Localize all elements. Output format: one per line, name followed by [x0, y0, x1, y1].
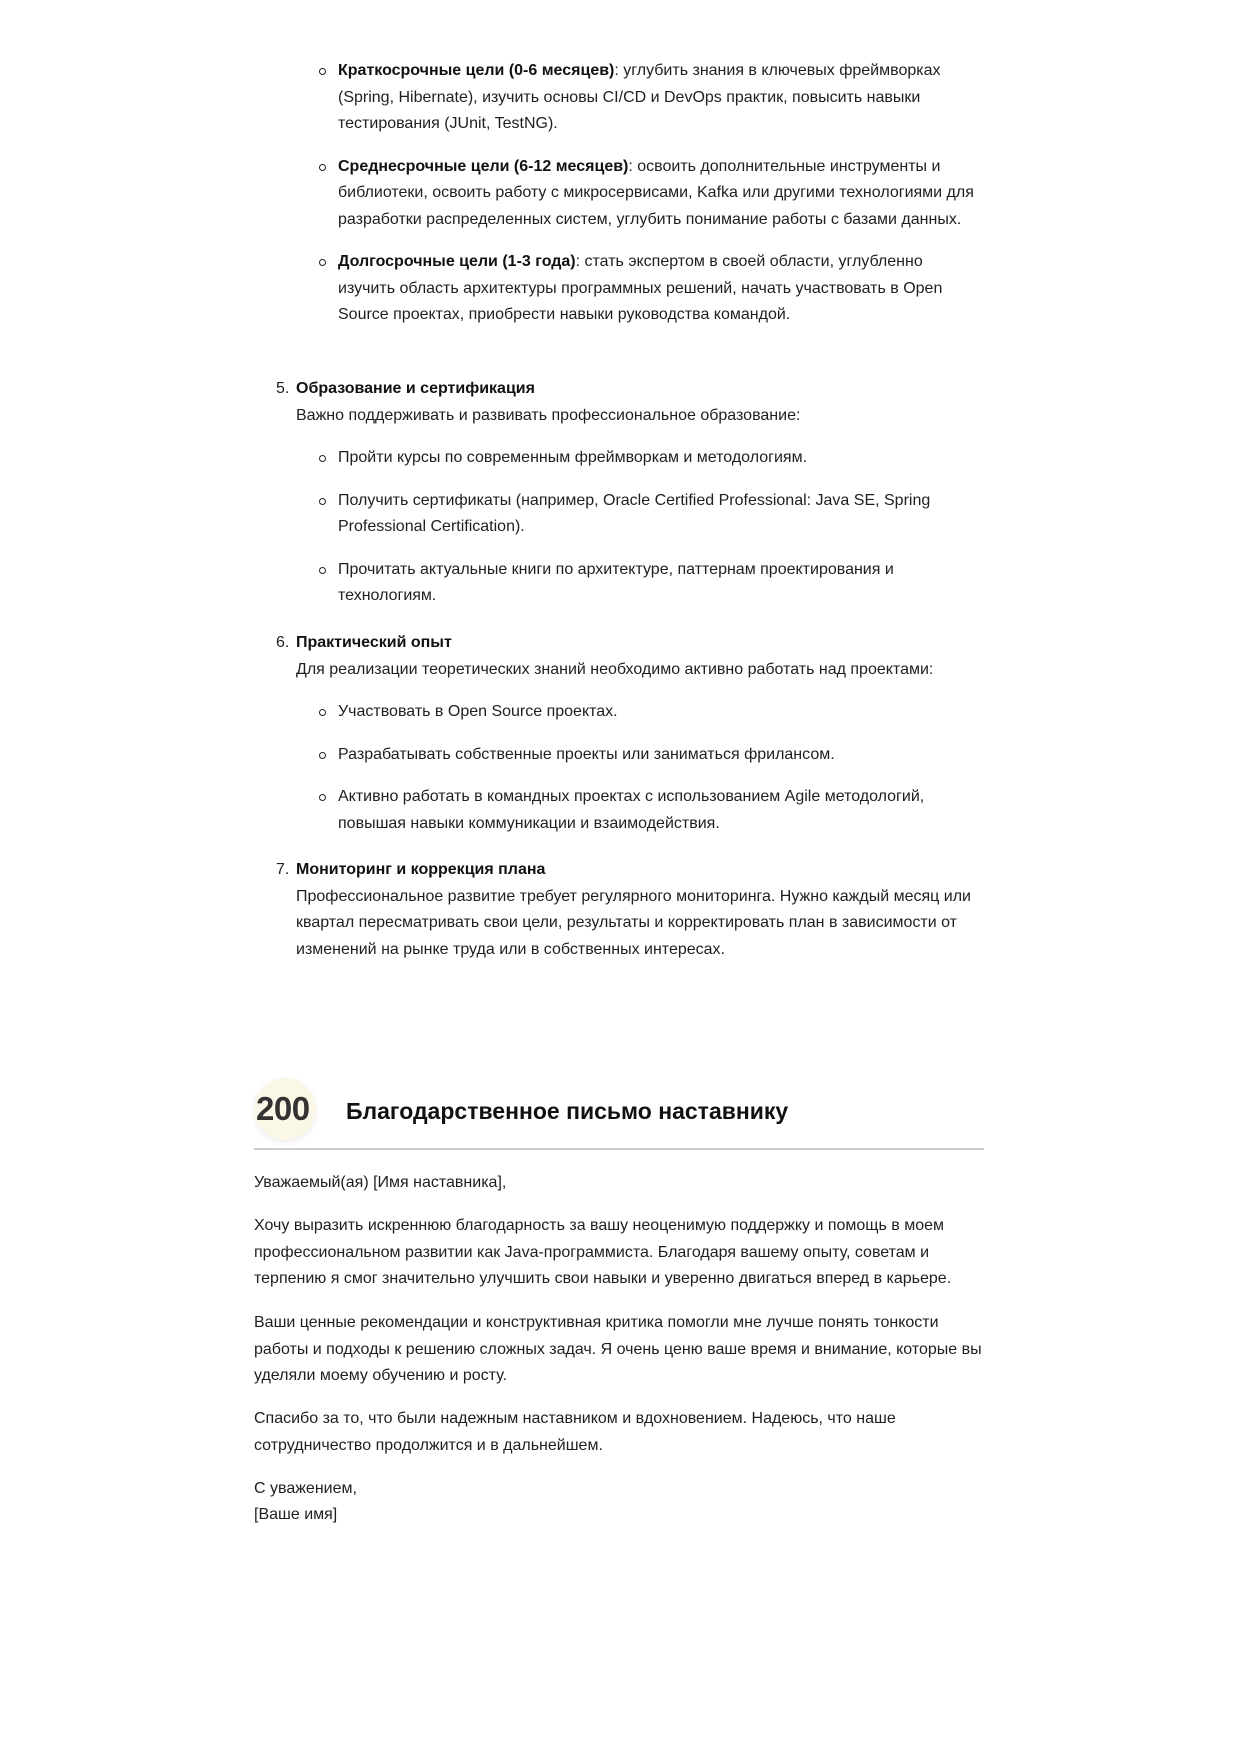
goal-title: Долгосрочные цели (1-3 года) [338, 253, 576, 270]
goal-title: Краткосрочные цели (0-6 месяцев) [338, 62, 615, 79]
letter-paragraph-3: Спасибо за то, что были надежным наставником и вдохновением. Надеюсь, что наше сотрудничество продолжится и в дальнейшем. [254, 1410, 896, 1454]
list-item-monitoring [276, 857, 986, 963]
item-number: 5. [276, 380, 290, 397]
item-title: Мониторинг и коррекция плана [296, 861, 546, 878]
item-intro: Для реализации теоретических знаний необходимо активно работать над проектами: [296, 660, 934, 678]
goal-text: : освоить дополнительные инструменты и библиотеки, освоить работу с микросервисами, Kafka или другими технологиями для разработки распределенных систем, углубить понимание работы с базами данных. [338, 157, 974, 228]
list-item-education [276, 376, 986, 429]
goals-list [338, 58, 978, 345]
goal-title: Среднесрочные цели (6-12 месяцев) [338, 157, 629, 175]
item-title: Образование и сертификация [296, 380, 535, 397]
section-title: Благодарственное письмо наставнику [346, 1098, 789, 1124]
list-item: Участвовать в Open Source проектах. [338, 699, 978, 726]
list-item: Пройти курсы по современным фреймворкам и методологиям. [338, 445, 978, 472]
item-number: 7. [276, 861, 290, 878]
goal-text: : углубить знания в ключевых фреймворках (Spring, Hibernate), изучить основы CI/CD и DevOps практик, повысить навыки тестирования (JUnit, TestNG). [338, 62, 941, 132]
list-item-practice [276, 630, 986, 683]
list-item: Разрабатывать собственные проекты или заниматься фрилансом. [338, 742, 978, 769]
item-intro: Профессиональное развитие требует регулярного мониторинга. Нужно каждый месяц или квартал пересматривать свои цели, результаты и корректировать план в зависимости от изменений на рынке труда или в собственных интересах. [296, 887, 971, 958]
list-item: Прочитать актуальные книги по архитектуре, паттернам проектирования и технологиям. [338, 557, 978, 610]
practice-list [338, 699, 978, 853]
letter-signature: [Ваше имя] [254, 1506, 338, 1523]
section-number: 200 [256, 1090, 310, 1127]
list-item [338, 58, 978, 138]
letter-closing: С уважением, [254, 1480, 357, 1497]
list-item: Получить сертификаты (например, Oracle Certified Professional: Java SE, Spring Professional Certification). [338, 488, 978, 541]
section-header [254, 1078, 984, 1150]
goal-text: : стать экспертом в своей области, углубленно изучить область архитектуры программных решений, начать участвовать в Open Source проектах, приобрести навыки руководства командой. [338, 253, 943, 323]
item-number: 6. [276, 634, 290, 651]
letter-paragraph-1: Хочу выразить искреннюю благодарность за вашу неоценимую поддержку и помощь в моем профессиональном развитии как Java-программиста. Благодаря вашему опыту, советам и терпению я смог значительно улучшить свои навыки и уверенно двигаться вперед в карьере. [254, 1217, 952, 1287]
letter-paragraph-2: Ваши ценные рекомендации и конструктивная критика помогли мне лучше понять тонкости работы и подходы к решению сложных задач. Я очень ценю ваше время и внимание, которые вы уделяли моему обучению и росту. [254, 1314, 982, 1384]
letter-greeting: Уважаемый(ая) [Имя наставника], [254, 1174, 507, 1191]
list-item: Активно работать в командных проектах с использованием Agile методологий, повышая навыки коммуникации и взаимодействия. [338, 784, 978, 837]
education-list [338, 445, 978, 626]
list-item [338, 154, 978, 234]
item-title: Практический опыт [296, 634, 452, 651]
item-intro: Важно поддерживать и развивать профессиональное образование: [296, 406, 801, 424]
list-item [338, 249, 978, 329]
